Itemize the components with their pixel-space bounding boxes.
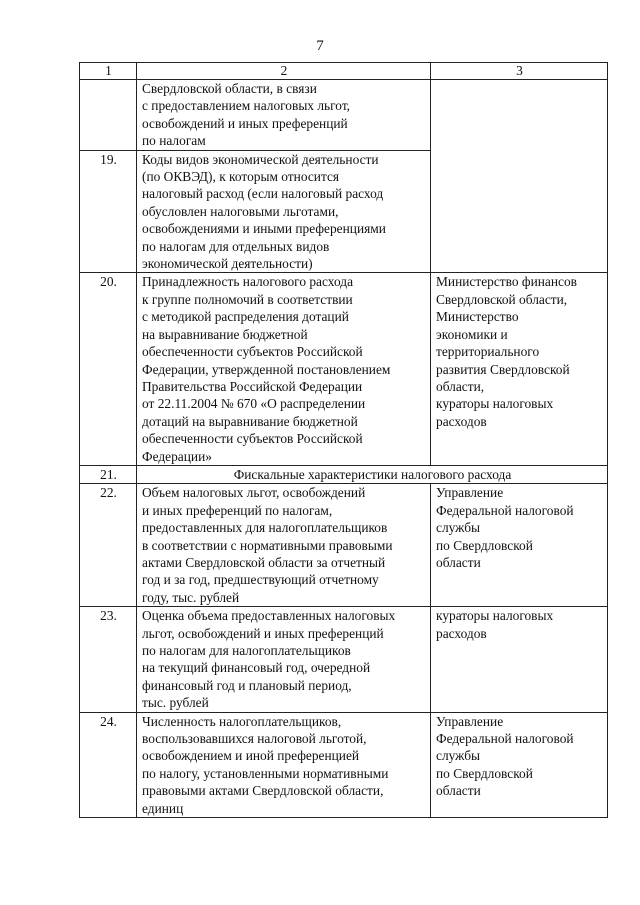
row-description: Свердловской области, в связи с предоставлением налоговых льгот, освобождений и иных преференций по налогам <box>137 80 431 151</box>
row-description: Объем налоговых льгот, освобождений и иных преференций по налогам, предоставленных для налогоплательщиков в соответствии с нормативными правовыми актами Свердловской области за отчетный год и за год, предшествующий отчетному году, тыс. рублей <box>137 484 431 607</box>
row-number: 20. <box>80 273 137 465</box>
table-row <box>80 712 608 817</box>
table-row <box>80 273 608 465</box>
row-source: Управление Федеральной налоговой службы по Свердловской области <box>431 712 608 817</box>
row-description: Коды видов экономической деятельности (по ОКВЭД), к которым относится налоговый расход (если налоговый расход обусловлен налоговыми льготами, освобождениями и иными преференциями по налогам для отдельных видов экономической деятельности) <box>137 150 431 273</box>
row-source: Управление Федеральной налоговой службы по Свердловской области <box>431 484 608 607</box>
row-source: кураторы налоговых расходов <box>431 607 608 712</box>
row-number: 22. <box>80 484 137 607</box>
row-source <box>431 80 608 273</box>
data-table <box>79 62 608 818</box>
row-description: Принадлежность налогового расхода к группе полномочий в соответствии с методикой распределения дотаций на выравнивание бюджетной обеспеченности субъектов Российской Федерации, утвержденной постановлением Правительства Российской Федерации от 22.11.2004 № 670 «О распределении дотаций на выравнивание бюджетной обеспеченности субъектов Российской Федерации» <box>137 273 431 465</box>
row-number: 21. <box>80 465 137 483</box>
table-header-row <box>80 63 608 80</box>
table-row <box>80 80 608 151</box>
page-number: 7 <box>316 38 324 54</box>
table-row <box>80 607 608 712</box>
row-source: Министерство финансов Свердловской области, Министерство экономики и территориального развития Свердловской области, кураторы налоговых расходов <box>431 273 608 465</box>
row-number <box>80 80 137 151</box>
row-number: 23. <box>80 607 137 712</box>
table-row <box>80 484 608 607</box>
row-description: Численность налогоплательщиков, воспользовавшихся налоговой льготой, освобождением и иной преференцией по налогу, установленными нормативными правовыми актами Свердловской области, единиц <box>137 712 431 817</box>
header-cell-3: 3 <box>431 63 608 80</box>
row-number: 19. <box>80 150 137 273</box>
header-cell-2: 2 <box>137 63 431 80</box>
row-description: Оценка объема предоставленных налоговых льгот, освобождений и иных преференций по налогам для налогоплательщиков на текущий финансовый год, очередной финансовый год и плановый период, тыс. рублей <box>137 607 431 712</box>
header-cell-1: 1 <box>80 63 137 80</box>
row-number: 24. <box>80 712 137 817</box>
section-title: Фискальные характеристики налогового расхода <box>137 465 608 483</box>
table-section-row <box>80 465 608 483</box>
